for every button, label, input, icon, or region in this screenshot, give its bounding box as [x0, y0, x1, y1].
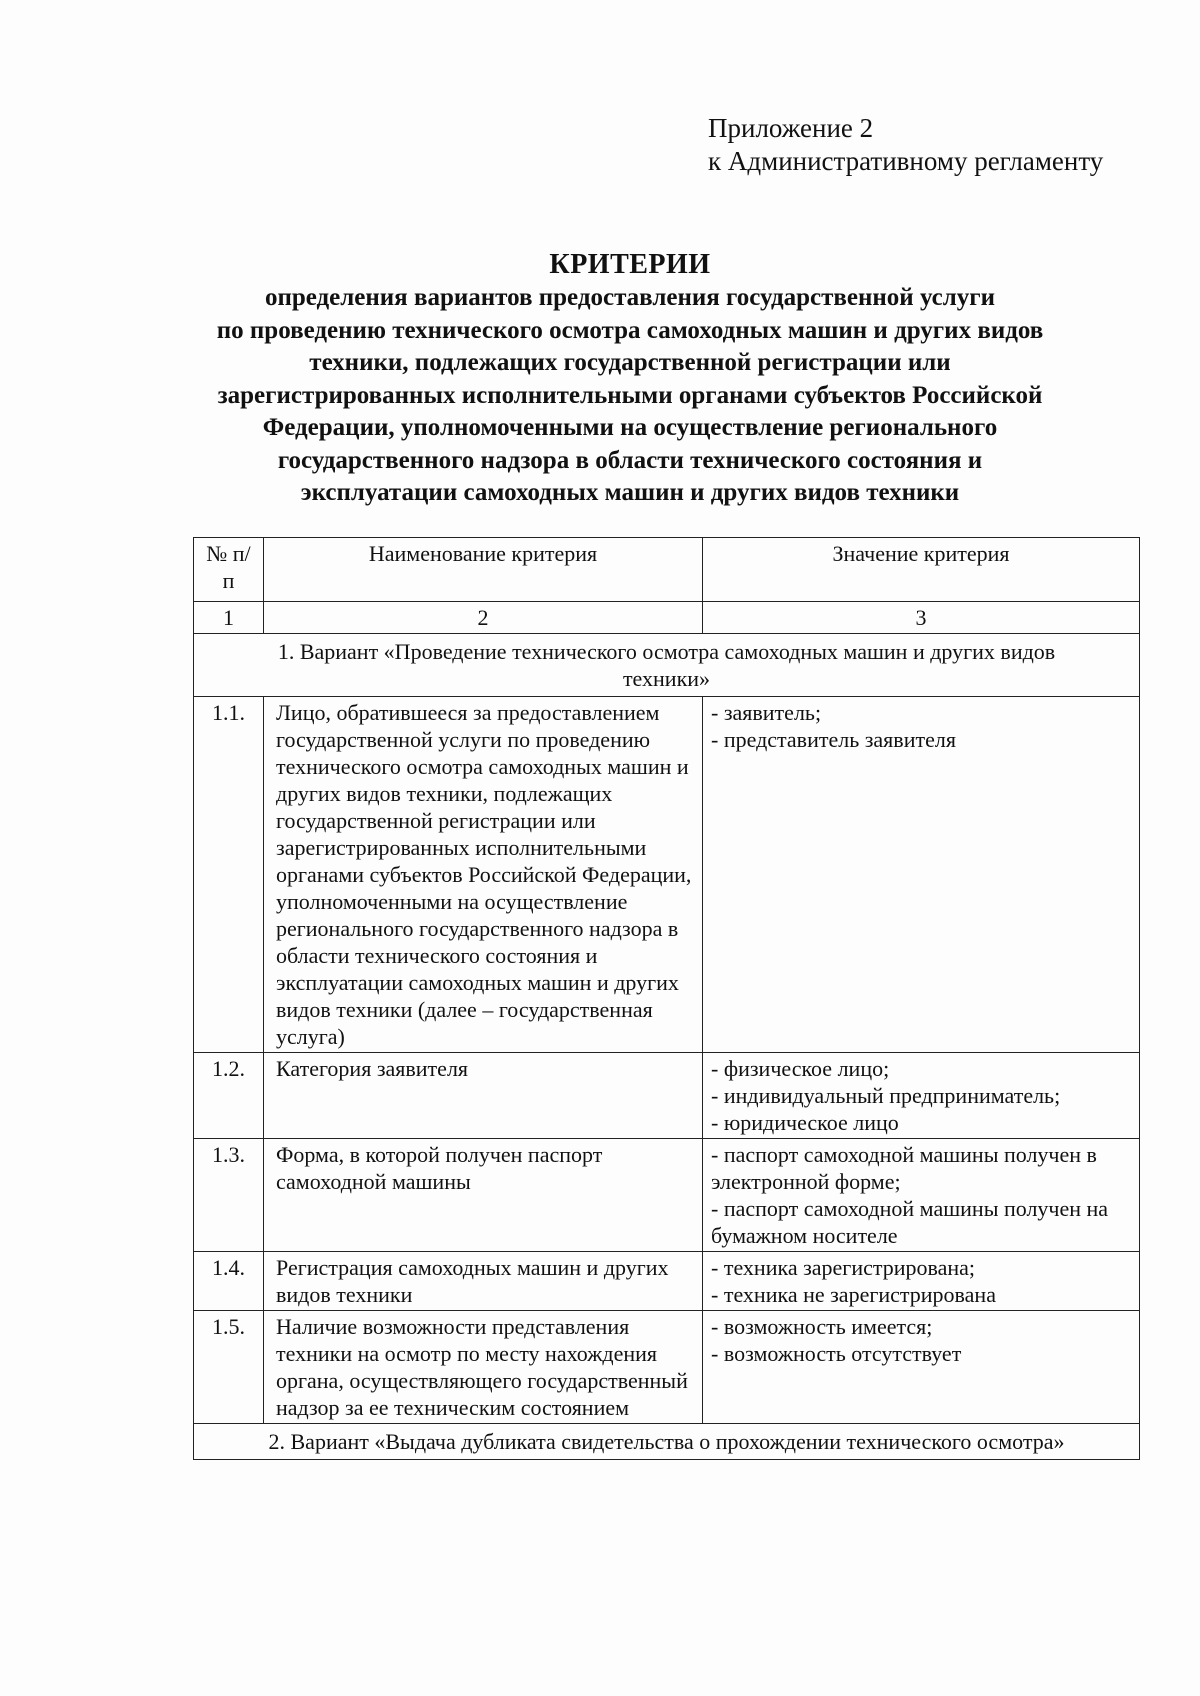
- value-item: - заявитель;: [711, 700, 822, 725]
- row-number: 1.1.: [194, 697, 264, 1053]
- section-row: [194, 634, 1140, 697]
- title-subtitle: [150, 282, 1110, 510]
- criterion-value: [703, 697, 1140, 1053]
- col-number-1: 1: [194, 602, 264, 634]
- criterion-name: Наличие возможности представления техники на осмотр по месту нахождения органа, осуществляющего государственный надзор за ее техническим состоянием: [264, 1311, 703, 1424]
- table-row: [194, 1053, 1140, 1139]
- row-number: 1.4.: [194, 1252, 264, 1311]
- title-line: эксплуатации самоходных машин и других видов техники: [300, 479, 960, 506]
- col-number-3: 3: [703, 602, 1140, 634]
- title-main: КРИТЕРИИ: [549, 249, 711, 280]
- table-header-row: [194, 538, 1140, 602]
- value-item: - представитель заявителя: [711, 727, 956, 752]
- title-line: государственного надзора в области технического состояния и: [277, 446, 983, 474]
- title-line: зарегистрированных исполнительными органами субъектов Российской: [217, 381, 1043, 409]
- header-num: № п/п: [194, 538, 264, 602]
- criterion-name: Лицо, обратившееся за предоставлением государственной услуги по проведению технического осмотра самоходных машин и других видов техники, подлежащих государственной регистрации или зарегистрированных исполнительными органами субъектов Российской Федерации, уполномоченными на осуществление регионального государственного надзора в области технического состояния и эксплуатации самоходных машин и других видов техники (далее – государственная услуга): [264, 697, 703, 1053]
- criterion-value: [703, 1139, 1140, 1252]
- row-number: 1.5.: [194, 1311, 264, 1424]
- value-item: - паспорт самоходной машины получен в электронной форме;: [711, 1142, 1097, 1194]
- section-1-title: 1. Вариант «Проведение технического осмотра самоходных машин и других видов техники»: [194, 634, 1140, 697]
- criterion-value: [703, 1053, 1140, 1139]
- col-number-2: 2: [264, 602, 703, 634]
- value-item: - паспорт самоходной машины получен на бумажном носителе: [711, 1196, 1109, 1248]
- value-item: - техника зарегистрирована;: [711, 1255, 976, 1280]
- row-number: 1.2.: [194, 1053, 264, 1139]
- criterion-value: [703, 1311, 1140, 1424]
- value-item: - индивидуальный предприниматель;: [711, 1083, 1061, 1108]
- criterion-name: Форма, в которой получен паспорт самоходной машины: [264, 1139, 703, 1252]
- title-line: определения вариантов предоставления государственной услуги: [264, 284, 996, 311]
- criterion-name: Регистрация самоходных машин и других видов техники: [264, 1252, 703, 1311]
- value-item: - техника не зарегистрирована: [711, 1282, 996, 1307]
- title-line: Федерации, уполномоченными на осуществление регионального: [262, 414, 998, 441]
- row-number: 1.3.: [194, 1139, 264, 1252]
- table-row: [194, 1252, 1140, 1311]
- value-item: - возможность имеется;: [711, 1314, 933, 1339]
- title-line: техники, подлежащих государственной регистрации или: [309, 349, 951, 376]
- section-row: [194, 1424, 1140, 1460]
- table-row: [194, 697, 1140, 1053]
- criteria-table: [193, 537, 1140, 1460]
- criterion-value: [703, 1252, 1140, 1311]
- header-value: Значение критерия: [703, 538, 1140, 602]
- table-row: [194, 1311, 1140, 1424]
- header-name: Наименование критерия: [264, 538, 703, 602]
- appendix-line-2: к Административному регламенту: [708, 146, 1104, 176]
- title-line: по проведению технического осмотра самоходных машин и других видов: [216, 316, 1044, 344]
- column-number-row: [194, 602, 1140, 634]
- value-item: - юридическое лицо: [711, 1110, 899, 1135]
- value-item: - физическое лицо;: [711, 1056, 890, 1081]
- section-2-title: 2. Вариант «Выдача дубликата свидетельства о прохождении технического осмотра»: [194, 1424, 1140, 1460]
- table-row: [194, 1139, 1140, 1252]
- appendix-line-1: Приложение 2: [708, 113, 874, 143]
- document-title: [150, 248, 1110, 510]
- appendix-note: [708, 112, 1103, 178]
- value-item: - возможность отсутствует: [711, 1341, 962, 1366]
- criterion-name: Категория заявителя: [264, 1053, 703, 1139]
